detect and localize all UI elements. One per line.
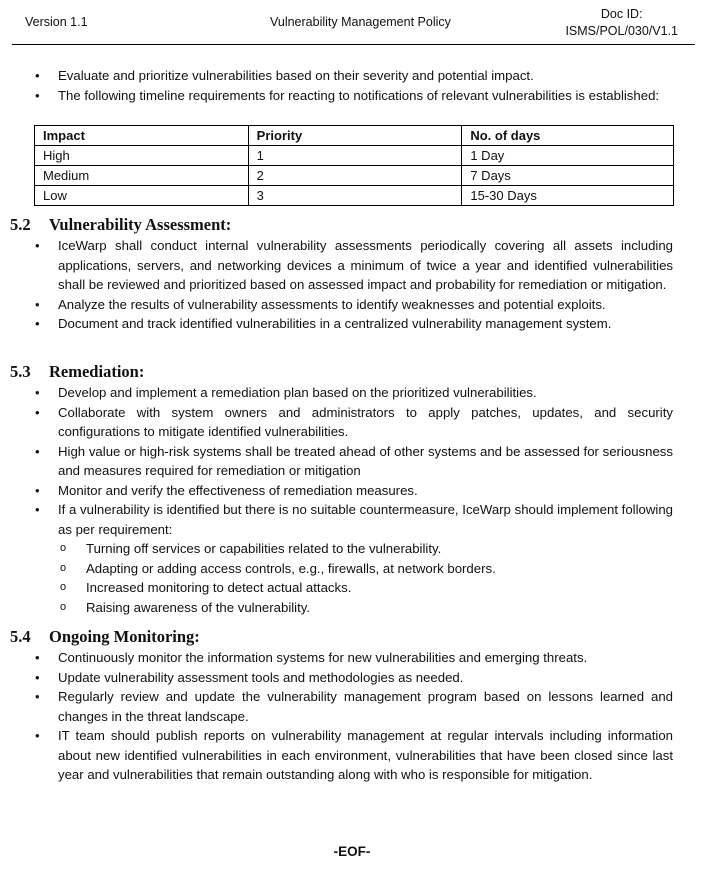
bullet-icon: •	[35, 296, 40, 312]
section-5-3	[0, 361, 704, 617]
bullet-icon: •	[35, 728, 40, 743]
doc-id-label: Doc ID:	[600, 7, 643, 21]
list-item: • If a vulnerability is identified but there is no suitable countermeasure, IceWarp should implement following as per requirement:	[35, 502, 673, 537]
section-5-2	[0, 214, 704, 334]
list-item: • High value or high-risk systems shall be treated ahead of other systems and be assessed for seriousness and measures required for remediation or mitigation	[35, 443, 673, 478]
section-number: 5.2	[10, 215, 31, 234]
sub-bullet-list	[0, 539, 704, 617]
column-header-impact: Impact	[35, 126, 249, 146]
document-title: Vulnerability Management Policy	[270, 15, 451, 29]
doc-id-block	[565, 6, 678, 40]
bullet-icon: •	[35, 502, 40, 517]
page-header	[0, 0, 704, 46]
bullet-icon: •	[35, 87, 40, 103]
hollow-bullet-icon: o	[60, 561, 67, 574]
section-heading	[0, 361, 704, 383]
bullet-icon: •	[35, 385, 40, 400]
column-header-priority: Priority	[248, 126, 462, 146]
table-row	[35, 186, 674, 206]
section-number: 5.4	[10, 627, 31, 646]
bullet-icon: •	[35, 68, 40, 83]
header-divider	[12, 44, 695, 45]
list-item: • Update vulnerability assessment tools and methodologies as needed.	[0, 668, 704, 688]
table-row	[35, 146, 674, 166]
table-header-row	[35, 126, 674, 146]
cell-priority: 3	[248, 186, 462, 206]
bullet-icon: •	[35, 650, 40, 665]
bullet-icon: •	[35, 404, 40, 420]
section-bullet-list	[0, 236, 704, 334]
cell-days: 15-30 Days	[462, 186, 674, 206]
list-item: • Evaluate and prioritize vulnerabilities based on their severity and potential impact.	[0, 66, 704, 86]
list-item: • Develop and implement a remediation plan based on the prioritized vulnerabilities.	[0, 383, 704, 403]
list-item: • Regularly review and update the vulnerability management program based on lessons learned and changes in the threat landscape.	[35, 689, 673, 724]
section-number: 5.3	[10, 362, 31, 381]
sub-list-item: o Adapting or adding access controls, e.g., firewalls, at network borders.	[0, 559, 704, 579]
cell-impact: Low	[35, 186, 249, 206]
list-item: • Continuously monitor the information systems for new vulnerabilities and emerging threats.	[0, 648, 704, 668]
cell-days: 7 Days	[462, 166, 674, 186]
cell-impact: Medium	[35, 166, 249, 186]
section-bullet-list	[0, 383, 704, 539]
section-heading	[0, 626, 704, 648]
section-heading	[0, 214, 704, 236]
list-item: • IT team should publish reports on vulnerability management at regular intervals including information about new identified vulnerabilities in each environment, vulnerabilities that have been closed since last year and vulnerabilities that remain outstanding along with who is responsible for mitigation.	[35, 728, 673, 782]
list-item: • IceWarp shall conduct internal vulnerability assessments periodically covering all assets including applications, servers, and networking devices a minimum of twice a year and identified vulnerabilities shall be reviewed and prioritized based on assessed impact and probability for remediation or mitigation.	[35, 238, 673, 292]
section-title: Remediation:	[49, 362, 145, 381]
bullet-icon: •	[35, 669, 40, 685]
bullet-icon: •	[35, 689, 40, 704]
bullet-icon: •	[35, 443, 40, 459]
list-item: • The following timeline requirements for reacting to notifications of relevant vulnerabilities is established:	[0, 86, 704, 106]
section-bullet-list	[0, 648, 704, 785]
cell-priority: 1	[248, 146, 462, 166]
list-item: • Document and track identified vulnerabilities in a centralized vulnerability management system.	[0, 314, 704, 334]
bullet-icon: •	[35, 482, 40, 498]
column-header-days: No. of days	[462, 126, 674, 146]
timeline-table	[34, 125, 674, 206]
section-title: Ongoing Monitoring:	[49, 627, 200, 646]
list-item: • Analyze the results of vulnerability assessments to identify weaknesses and potential exploits.	[0, 295, 704, 315]
hollow-bullet-icon: o	[60, 600, 67, 613]
doc-id-value: ISMS/POL/030/V1.1	[565, 24, 678, 38]
sub-list-item: o Increased monitoring to detect actual attacks.	[0, 578, 704, 598]
cell-impact: High	[35, 146, 249, 166]
list-item: • Collaborate with system owners and administrators to apply patches, updates, and security configurations to mitigate identified vulnerabilities.	[35, 404, 673, 439]
intro-bullet-list	[0, 66, 704, 105]
list-item: • Monitor and verify the effectiveness of remediation measures.	[0, 481, 704, 501]
hollow-bullet-icon: o	[60, 581, 67, 593]
sub-list-item: o Raising awareness of the vulnerability.	[0, 598, 704, 618]
version-label: Version 1.1	[25, 15, 88, 29]
bullet-icon: •	[35, 316, 40, 331]
section-5-4	[0, 626, 704, 785]
cell-days: 1 Day	[462, 146, 674, 166]
section-title: Vulnerability Assessment:	[49, 215, 232, 234]
sub-list-item: o Turning off services or capabilities related to the vulnerability.	[0, 539, 704, 559]
bullet-icon: •	[35, 238, 40, 253]
cell-priority: 2	[248, 166, 462, 186]
hollow-bullet-icon: o	[60, 542, 67, 554]
table-row	[35, 166, 674, 186]
timeline-table-wrapper	[0, 125, 704, 206]
end-of-file-marker: -EOF-	[333, 844, 371, 859]
